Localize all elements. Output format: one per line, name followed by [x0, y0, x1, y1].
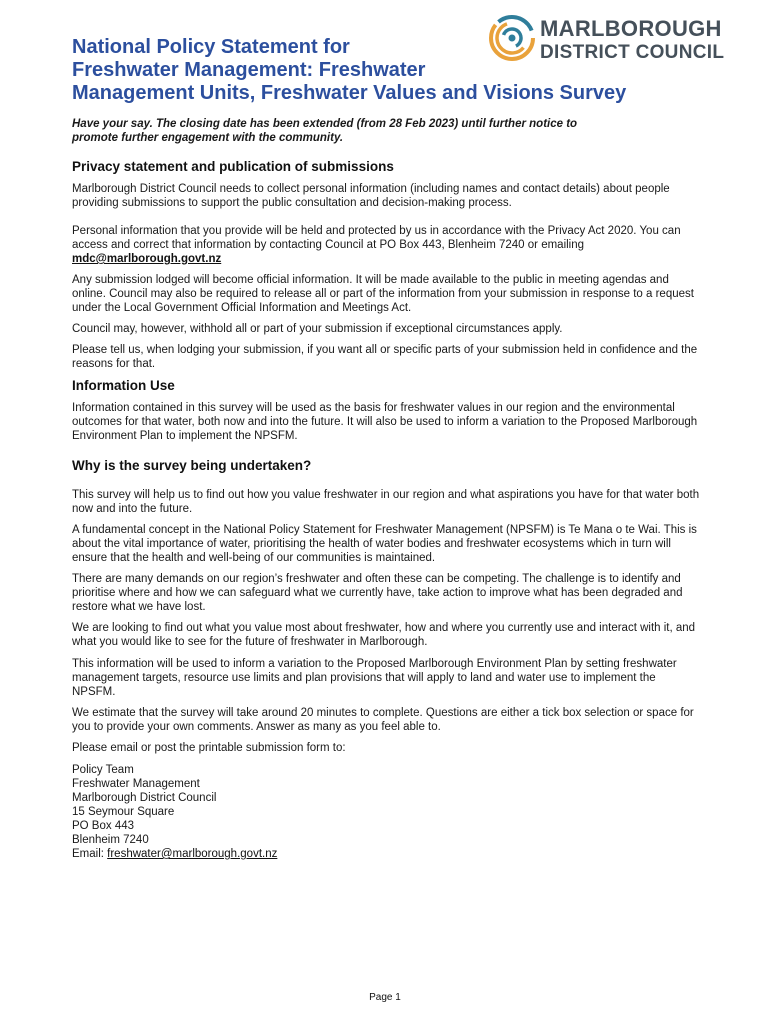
privacy-p2 — [72, 224, 702, 266]
privacy-heading: Privacy statement and publication of submissions — [72, 159, 394, 174]
privacy-p1 — [72, 182, 702, 210]
email-label: Email: — [72, 848, 108, 860]
intro-line: Have your say. The closing date has been extended (from 28 Feb 2023) until further notice to — [72, 118, 578, 130]
paragraph — [72, 224, 702, 266]
intro-line: promote further engagement with the community. — [72, 132, 344, 144]
why-p7 — [72, 741, 702, 755]
address-line: Blenheim 7240 — [72, 834, 149, 846]
paragraph-text: Personal information that you provide will be held and protected by us in accordance with the Privacy Act 2020. You can access and correct that information by contacting Council at PO Box 443, Blenheim 7240 or emailing — [72, 225, 681, 251]
why-p6 — [72, 706, 702, 734]
why-heading: Why is the survey being undertaken? — [72, 458, 312, 473]
paragraph: We estimate that the survey will take around 20 minutes to complete. Questions are either a tick box selection or space for you to provide your own comments. Answer as many as you feel able to. — [72, 707, 694, 733]
council-logo — [488, 14, 748, 68]
address-line: Freshwater Management — [72, 778, 200, 790]
why-p1 — [72, 488, 702, 516]
why-p5 — [72, 657, 702, 699]
address-line: Marlborough District Council — [72, 792, 217, 804]
postal-address — [72, 763, 702, 861]
why-p3 — [72, 572, 702, 614]
why-p2 — [72, 523, 702, 565]
email-line — [72, 847, 702, 861]
paragraph: Information contained in this survey will be used as the basis for freshwater values in our region and the environmental outcomes for that water, both now and into the future. It will also be used to inform a variation to the Proposed Marlborough Environment Plan to implement the NPSFM. — [72, 402, 698, 442]
privacy-p3 — [72, 273, 702, 315]
why-p4 — [72, 621, 702, 649]
document-title — [72, 36, 627, 105]
council-swirl-logo-icon — [488, 14, 536, 62]
logo-wordmark — [540, 18, 724, 62]
paragraph: A fundamental concept in the National Policy Statement for Freshwater Management (NPSFM) is Te Mana o te Wai. This is about the vital importance of water, prioritising the health of water bodies and freshwater ecosystems which in turn will ensure that the health and well-being of our communities is maintained. — [72, 524, 697, 564]
address-line: Policy Team — [72, 764, 134, 776]
logo-line2: DISTRICT COUNCIL — [540, 42, 725, 63]
paragraph: Council may, however, withhold all or part of your submission if exceptional circumstances apply. — [72, 323, 563, 335]
information-use-heading: Information Use — [72, 378, 175, 393]
logo-line1: MARLBOROUGH — [540, 16, 722, 41]
paragraph: This survey will help us to find out how you value freshwater in our region and what aspirations you have for that water both now and into the future. — [72, 489, 700, 515]
paragraph: There are many demands on our region’s freshwater and often these can be competing. The challenge is to identify and prioritise where and how we can safeguard what we currently have, take action to improve what has been degraded and restore what we have lost. — [72, 573, 683, 613]
title-line: Management Units, Freshwater Values and Visions Survey — [72, 82, 627, 104]
mdc-email-link[interactable]: mdc@marlborough.govt.nz — [72, 253, 222, 265]
address-line: PO Box 443 — [72, 820, 135, 832]
address-line: 15 Seymour Square — [72, 806, 175, 818]
information-use-p1 — [72, 401, 702, 443]
paragraph: This information will be used to inform a variation to the Proposed Marlborough Environment Plan by setting freshwater management targets, resource use limits and plan provisions that will apply to land and water use to implement the NPSFM. — [72, 658, 677, 698]
title-line: Freshwater Management: Freshwater — [72, 59, 426, 81]
privacy-p5 — [72, 343, 702, 371]
freshwater-email-link[interactable]: freshwater@marlborough.govt.nz — [107, 848, 278, 860]
paragraph: Please tell us, when lodging your submission, if you want all or specific parts of your submission held in confidence and the reasons for that. — [72, 344, 698, 370]
privacy-p4 — [72, 322, 702, 336]
title-line: National Policy Statement for — [72, 36, 350, 58]
page-number: Page 1 — [369, 992, 401, 1003]
paragraph: Any submission lodged will become official information. It will be made available to the public in meeting agendas and online. Council may also be required to release all or part of the information from your submission in response to a request under the Local Government Official Information and Meetings Act. — [72, 274, 694, 314]
paragraph: We are looking to find out what you value most about freshwater, how and where you currently use and interact with it, and what you would like to see for the future of freshwater in Marlborough. — [72, 622, 696, 648]
paragraph: Please email or post the printable submission form to: — [72, 742, 346, 754]
intro-notice — [72, 117, 692, 145]
paragraph: Marlborough District Council needs to collect personal information (including names and contact details) about people providing submissions to support the public consultation and decision-making process. — [72, 183, 670, 209]
